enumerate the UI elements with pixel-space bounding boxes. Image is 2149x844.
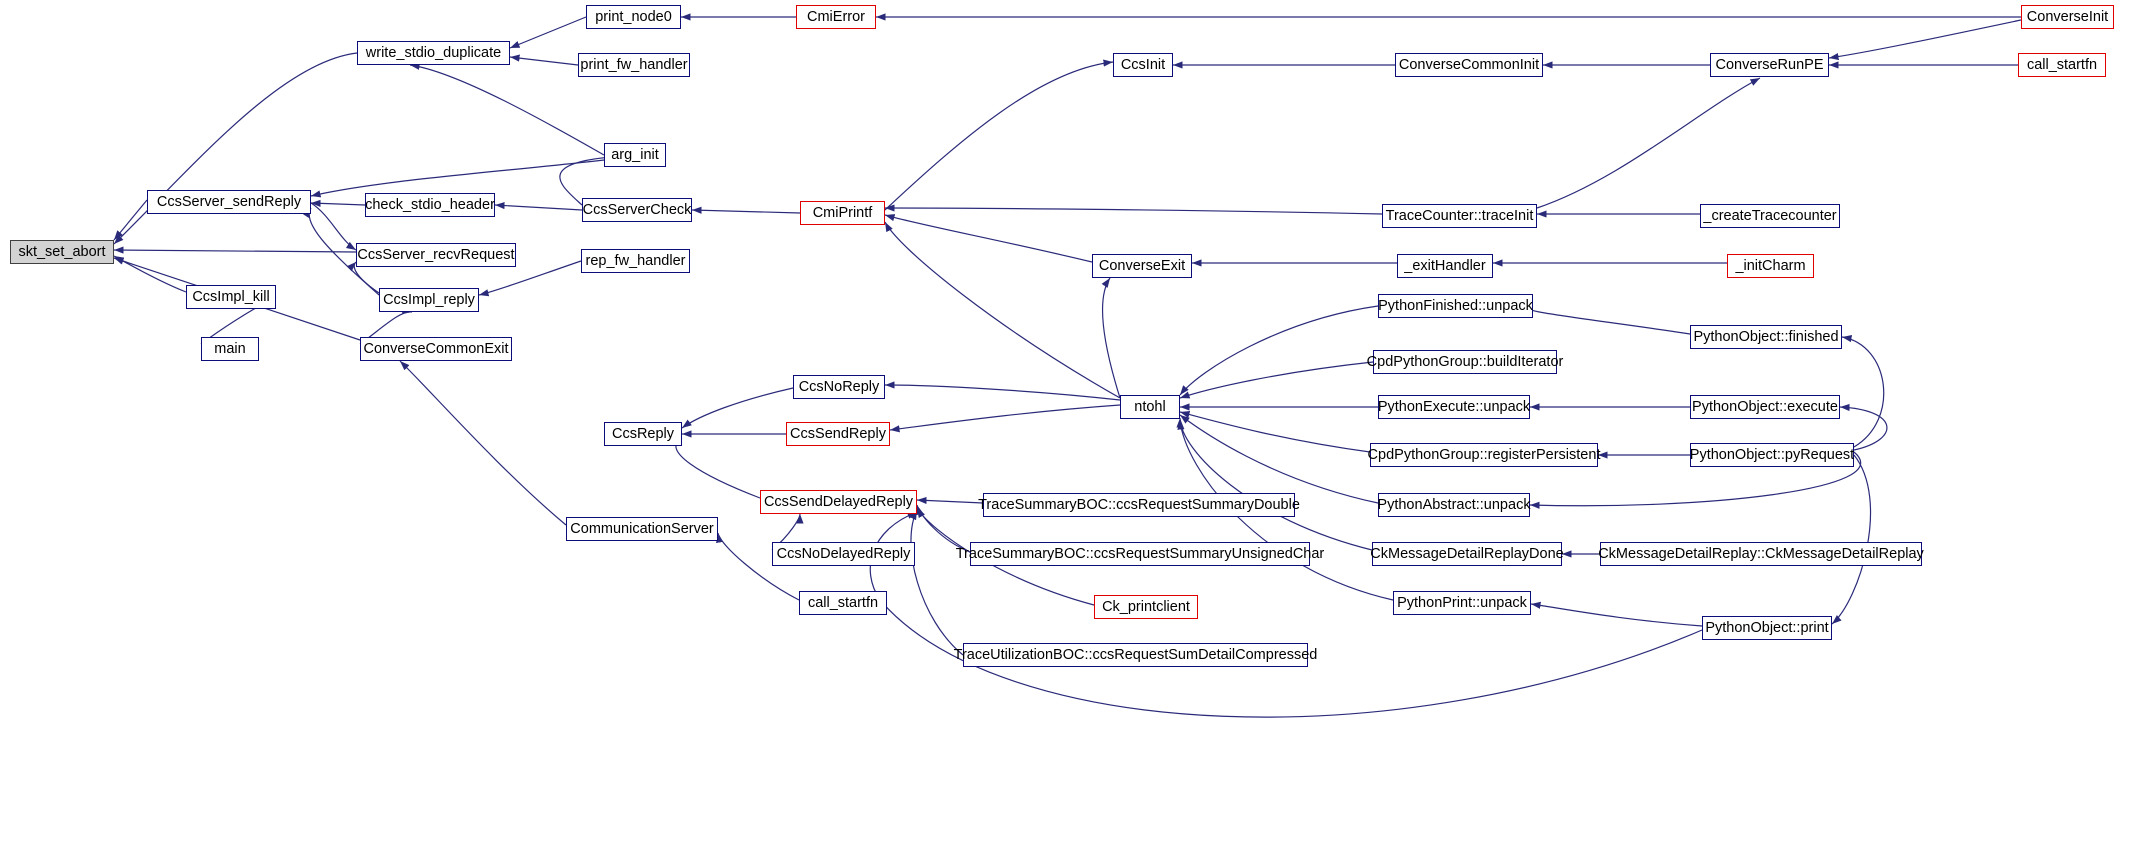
graph-node-rep-fw-handler[interactable]: rep_fw_handler [581,249,690,273]
edge-n24-to-n30 [1180,306,1378,395]
graph-node-ck-printclient[interactable]: Ck_printclient [1094,595,1198,619]
graph-node-main[interactable]: main [201,337,259,361]
edge-n11-to-n17 [311,203,356,250]
graph-node-ckmessagedetailreplay-ckmessagedetailreplay[interactable]: CkMessageDetailReplay::CkMessageDetailReplay [1600,542,1922,566]
graph-node-traceutilizationboc-ccsrequestsumdetailcompressed[interactable]: TraceUtilizationBOC::ccsRequestSumDetailCompressed [963,643,1308,667]
edge-n30-to-n34 [890,405,1120,430]
edge-n10-to-n11 [311,160,604,196]
graph-node-ccsserver-sendreply[interactable]: CcsServer_sendReply [147,190,311,214]
graph-node-tracesummaryboc-ccsrequestsummaryunsignedchar[interactable]: TraceSummaryBOC::ccsRequestSummaryUnsignedChar [970,542,1310,566]
graph-node-skt-set-abort[interactable]: skt_set_abort [10,240,114,264]
edge-n22-to-n0 [114,256,186,292]
graph-node-pythonobject-finished[interactable]: PythonObject::finished [1690,325,1842,349]
edge-n3-to-n1 [510,57,578,65]
edge-n12-to-n11 [311,203,365,205]
edge-n40-to-n27 [400,361,566,525]
graph-node-converseinit[interactable]: ConverseInit [2021,5,2114,29]
graph-node-ccssenddelayedreply[interactable]: CcsSendDelayedReply [760,490,917,514]
graph-node-pythonobject-print[interactable]: PythonObject::print [1702,616,1832,640]
graph-node-arg-init[interactable]: arg_init [604,143,666,167]
graph-node-cpdpythongroup-registerpersistent[interactable]: CpdPythonGroup::registerPersistent [1370,443,1598,467]
edge-n29-to-n33 [682,388,793,428]
edge-n30-to-n19 [1103,278,1120,398]
graph-node-converseexit[interactable]: ConverseExit [1092,254,1192,278]
graph-node-initcharm[interactable]: _initCharm [1727,254,1814,278]
graph-node-createtracecounter[interactable]: _createTracecounter [1700,204,1840,228]
edge-n37-to-n33 [676,438,760,498]
edge-n48-to-n46 [1531,604,1702,626]
graph-node-pythonobject-pyrequest[interactable]: PythonObject::pyRequest [1690,443,1854,467]
edge-n39-to-n30 [1180,415,1378,503]
edge-n10-to-n1 [410,65,604,155]
graph-node-pythonabstract-unpack[interactable]: PythonAbstract::unpack [1378,493,1530,517]
graph-node-ccsservercheck[interactable]: CcsServerCheck [582,198,692,222]
graph-node-print-fw-handler[interactable]: print_fw_handler [578,53,690,77]
edge-n25-to-n24 [1527,306,1690,334]
graph-node-write-stdio-duplicate[interactable]: write_stdio_duplicate [357,41,510,65]
graph-node-ckmessagedetailreplaydone[interactable]: CkMessageDetailReplayDone [1372,542,1562,566]
edge-n30-to-n29 [885,385,1120,400]
edge-n1-to-n0 [114,53,357,244]
graph-node-call-startfn[interactable]: call_startfn [799,591,887,615]
graph-node-cmierror[interactable]: CmiError [796,5,876,29]
graph-node-pythonprint-unpack[interactable]: PythonPrint::unpack [1393,591,1531,615]
graph-node-call-startfn[interactable]: call_startfn [2018,53,2106,77]
edge-n14-to-n13 [692,210,800,213]
graph-node-ccsnodelayedreply[interactable]: CcsNoDelayedReply [772,542,915,566]
edge-n15-to-n14 [885,208,1382,214]
graph-node-print-node0[interactable]: print_node0 [586,5,681,29]
graph-node-ntohl[interactable]: ntohl [1120,395,1180,419]
edge-n43-to-n30 [1180,418,1372,550]
graph-node-ccsinit[interactable]: CcsInit [1113,53,1173,77]
edge-n28-to-n30 [1180,362,1373,398]
edge-n49-to-n37 [911,510,963,655]
edge-n14-to-n6 [885,62,1113,210]
graph-node-pythonexecute-unpack[interactable]: PythonExecute::unpack [1378,395,1530,419]
graph-node-cpdpythongroup-builditerator[interactable]: CpdPythonGroup::buildIterator [1373,350,1557,374]
graph-node-conversecommoninit[interactable]: ConverseCommonInit [1395,53,1543,77]
graph-node-check-stdio-header[interactable]: check_stdio_header [365,193,495,217]
graph-node-ccssendreply[interactable]: CcsSendReply [786,422,890,446]
graph-node-ccsimpl-kill[interactable]: CcsImpl_kill [186,285,276,309]
edge-n36-to-n48 [1832,455,1871,624]
graph-node-pythonfinished-unpack[interactable]: PythonFinished::unpack [1378,294,1533,318]
graph-node-tracesummaryboc-ccsrequestsummarydouble[interactable]: TraceSummaryBOC::ccsRequestSummaryDouble [983,493,1295,517]
edge-n15-to-n8 [1537,78,1760,208]
edge-n38-to-n37 [917,500,983,503]
edge-n30-to-n14 [885,222,1120,398]
graph-node-ccsimpl-reply[interactable]: CcsImpl_reply [379,288,479,312]
graph-node-ccsnoreply[interactable]: CcsNoReply [793,375,885,399]
graph-node-tracecounter-traceinit[interactable]: TraceCounter::traceInit [1382,204,1537,228]
edge-n13-to-n12 [495,205,582,210]
edge-n36-to-n25 [1842,337,1884,447]
edge-n35-to-n30 [1180,412,1370,452]
edge-n2-to-n1 [510,17,586,48]
graph-node-cmiprintf[interactable]: CmiPrintf [800,201,885,225]
edge-n11-to-n0 [114,200,147,240]
graph-node-exithandler[interactable]: _exitHandler [1397,254,1493,278]
graph-node-pythonobject-execute[interactable]: PythonObject::execute [1690,395,1840,419]
graph-node-ccsserver-recvrequest[interactable]: CcsServer_recvRequest [356,243,516,267]
graph-node-communicationserver[interactable]: CommunicationServer [566,517,718,541]
edge-n14-to-n19 [885,215,1092,262]
edge-n17-to-n0 [114,250,356,252]
graph-node-conversecommonexit[interactable]: ConverseCommonExit [360,337,512,361]
edge-n42-to-n37 [917,505,970,552]
graph-node-converserunpe[interactable]: ConverseRunPE [1710,53,1829,77]
graph-node-ccsreply[interactable]: CcsReply [604,422,682,446]
edge-n8-to-n5 [1829,20,2021,58]
